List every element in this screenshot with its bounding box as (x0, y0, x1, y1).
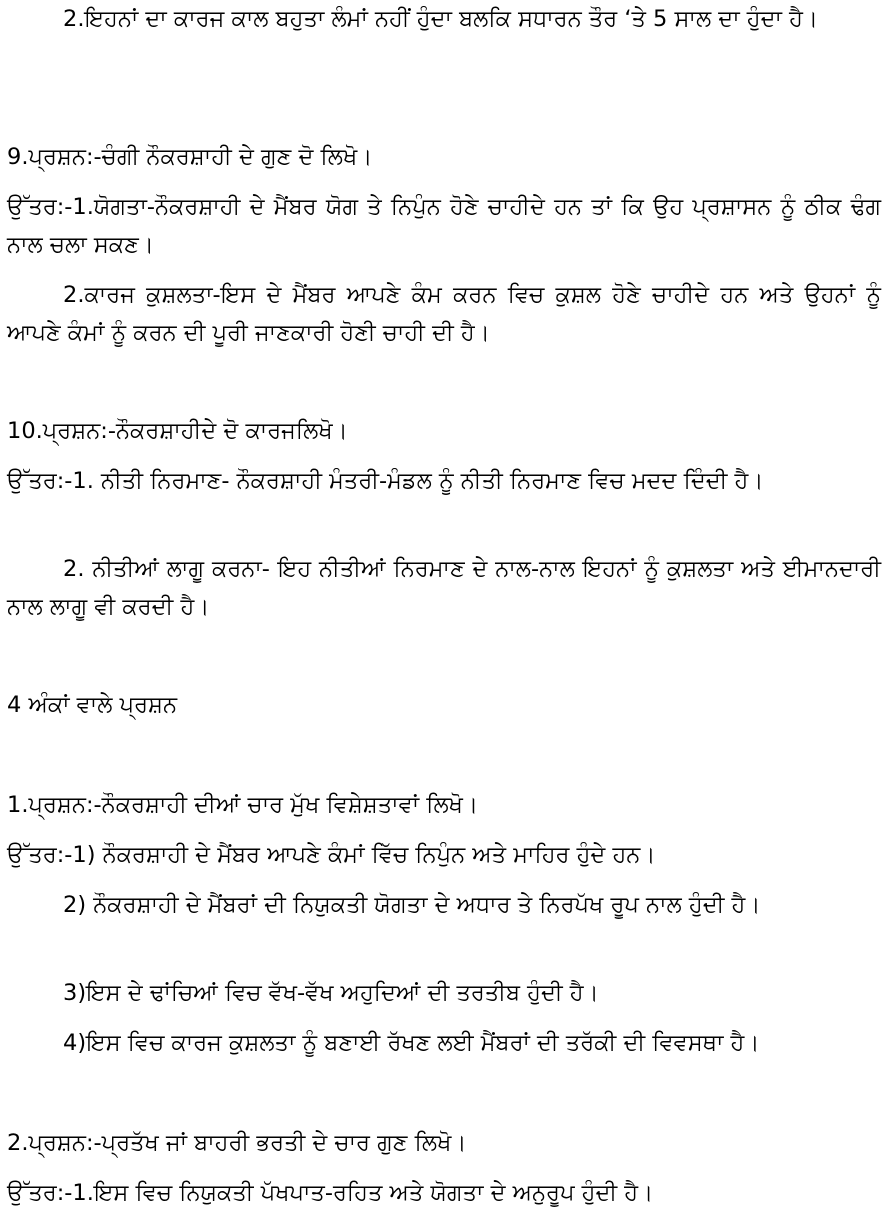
question-10: 10.ਪ੍ਰਸ਼ਨ:-ਨੌਕਰਸ਼ਾਹੀਦੇ ਦੋ ਕਾਰਜਲਿਖੋ। (7, 418, 348, 444)
question-1: 1.ਪ੍ਰਸ਼ਨ:-ਨੌਕਰਸ਼ਾਹੀ ਦੀਆਂ ਚਾਰ ਮੁੱਖ ਵਿਸ਼ੇਸ਼ਤਾਵਾਂ ਲਿਖੋ। (7, 792, 479, 818)
answer-9-point-1: ਉੱਤਰ:-1.ਯੋਗਤਾ-ਨੌਕਰਸ਼ਾਹੀ ਦੇ ਮੈਂਬਰ ਯੋਗ ਤੇ ਨਿਪੁੰਨ ਹੋਣੇ ਚਾਹੀਦੇ ਹਨ ਤਾਂ ਕਿ ਉਹ ਪ੍ਰਸ਼ਾਸਨ ਨੂੰ ਠੀਕ ਢੰਗ ਨਾਲ ਚਲਾ ਸਕਣ। (7, 194, 881, 258)
question-9: 9.ਪ੍ਰਸ਼ਨ:-ਚੰਗੀ ਨੌਕਰਸ਼ਾਹੀ ਦੇ ਗੁਣ ਦੋ ਲਿਖੋ। (7, 144, 373, 170)
answer-continuation-term: 2.ਇਹਨਾਂ ਦਾ ਕਾਰਜ ਕਾਲ ਬਹੁਤਾ ਲੰਮਾਂ ਨਹੀਂ ਹੁੰਦਾ ਬਲਕਿ ਸਧਾਰਨ ਤੌਰ ‘ਤੇ 5 ਸਾਲ ਦਾ ਹੁੰਦਾ ਹੈ। (63, 6, 819, 32)
answer-1-point-4: 4)ਇਸ ਵਿਚ ਕਾਰਜ ਕੁਸ਼ਲਤਾ ਨੂੰ ਬਣਾਈ ਰੱਖਣ ਲਈ ਮੈਂਬਰਾਂ ਦੀ ਤਰੱਕੀ ਦੀ ਵਿਵਸਥਾ ਹੈ। (63, 1030, 760, 1056)
answer-10-point-1: ਉੱਤਰ:-1. ਨੀਤੀ ਨਿਰਮਾਣ- ਨੌਕਰਸ਼ਾਹੀ ਮੰਤਰੀ-ਮੰਡਲ ਨੂੰ ਨੀਤੀ ਨਿਰਮਾਣ ਵਿਚ ਮਦਦ ਦਿੰਦੀ ਹੈ। (7, 468, 764, 494)
question-2: 2.ਪ੍ਰਸ਼ਨ:-ਪ੍ਰਤੱਖ ਜਾਂ ਬਾਹਰੀ ਭਰਤੀ ਦੇ ਚਾਰ ਗੁਣ ਲਿਖੋ। (7, 1130, 467, 1156)
answer-9-point-2: 2.ਕਾਰਜ ਕੁਸ਼ਲਤਾ-ਇਸ ਦੇ ਮੈਂਬਰ ਆਪਣੇ ਕੰਮ ਕਰਨ ਵਿਚ ਕੁਸ਼ਲ ਹੋਣੇ ਚਾਹੀਦੇ ਹਨ ਅਤੇ ਉਹਨਾਂ ਨੂੰ ਆਪਣੇ ਕੰਮਾਂ ਨੂੰ ਕਰਨ ਦੀ ਪੂਰੀ ਜਾਣਕਾਰੀ ਹੋਣੀ ਚਾਹੀ ਦੀ ਹੈ। (7, 282, 881, 346)
answer-1-point-1: ਉੱਤਰ:-1) ਨੌਕਰਸ਼ਾਹੀ ਦੇ ਮੈਂਬਰ ਆਪਣੇ ਕੰਮਾਂ ਵਿੱਚ ਨਿਪੁੰਨ ਅਤੇ ਮਾਹਿਰ ਹੁੰਦੇ ਹਨ। (7, 842, 656, 868)
answer-1-point-2: 2) ਨੌਕਰਸ਼ਾਹੀ ਦੇ ਮੈਂਬਰਾਂ ਦੀ ਨਿਯੁਕਤੀ ਯੋਗਤਾ ਦੇ ਅਧਾਰ ਤੇ ਨਿਰਪੱਖ ਰੂਪ ਨਾਲ ਹੁੰਦੀ ਹੈ। (63, 892, 761, 918)
section-heading-4-marks: 4 ਅੰਕਾਂ ਵਾਲੇ ਪ੍ਰਸ਼ਨ (7, 692, 178, 718)
answer-1-point-3: 3)ਇਸ ਦੇ ਢਾਂਚਿਆਂ ਵਿਚ ਵੱਖ-ਵੱਖ ਅਹੁਦਿਆਂ ਦੀ ਤਰਤੀਬ ਹੁੰਦੀ ਹੈ। (63, 980, 599, 1006)
answer-10-point-2: 2. ਨੀਤੀਆਂ ਲਾਗੂ ਕਰਨਾ- ਇਹ ਨੀਤੀਆਂ ਨਿਰਮਾਣ ਦੇ ਨਾਲ-ਨਾਲ ਇਹਨਾਂ ਨੂੰ ਕੁਸ਼ਲਤਾ ਅਤੇ ਈਮਾਨਦਾਰੀ ਨਾਲ ਲਾਗੂ ਵੀ ਕਰਦੀ ਹੈ। (7, 556, 881, 620)
answer-2-point-1: ਉੱਤਰ:-1.ਇਸ ਵਿਚ ਨਿਯੁਕਤੀ ਪੱਖਪਾਤ-ਰਹਿਤ ਅਤੇ ਯੋਗਤਾ ਦੇ ਅਨੁਰੂਪ ਹੁੰਦੀ ਹੈ। (7, 1180, 654, 1206)
